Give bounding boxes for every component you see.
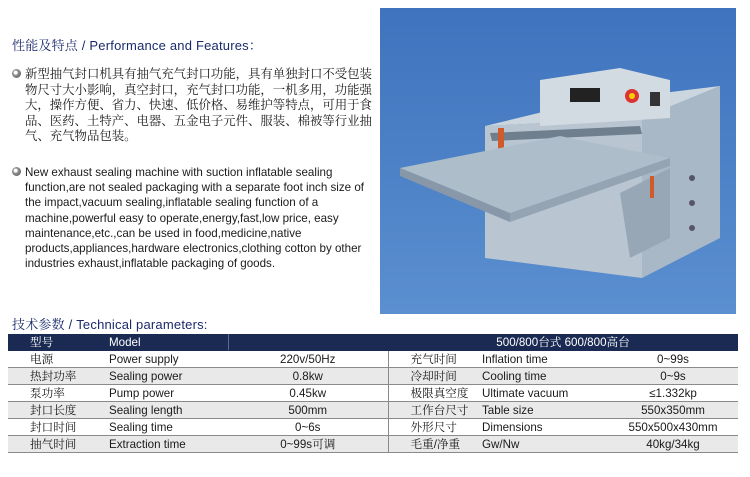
- performance-title: 性能及特点 / Performance and Features：: [12, 38, 263, 53]
- cell-value: 0~6s: [228, 419, 388, 436]
- table-row: [8, 385, 738, 402]
- product-photo: [380, 8, 736, 314]
- cell-en: Sealing length: [103, 402, 228, 419]
- cell-value: 40kg/34kg: [608, 436, 738, 453]
- cell-en: Table size: [476, 402, 608, 419]
- cell-en: Ultimate vacuum: [476, 385, 608, 402]
- chinese-description: [12, 67, 372, 145]
- cell-en: Pump power: [103, 385, 228, 402]
- table-header-row: [8, 334, 738, 351]
- cell-value: 500mm: [228, 402, 388, 419]
- header-cn: 型号: [8, 334, 103, 351]
- cell-en: Extraction time: [103, 436, 228, 453]
- cell-en: Gw/Nw: [476, 436, 608, 453]
- cell-cn: 外形尺寸: [388, 419, 476, 436]
- cell-cn: 电源: [8, 351, 103, 368]
- cell-cn: 封口时间: [8, 419, 103, 436]
- english-description-text: New exhaust sealing machine with suction inflatable sealing function,are not sealed packaging with a separate foot inch size of the impact,vacuum sealing,inflatable sealing function of a machine,powerful easy to operate,energy,fast,low price, easy maintenance,etc.,can be used in food,medicine,native products,appliances,hardware electronics,clothing cotton by other industries exhaust,inflatable packaging of goods.: [25, 166, 365, 271]
- cell-en: Sealing time: [103, 419, 228, 436]
- cell-value: 0.45kw: [228, 385, 388, 402]
- spec-table: [8, 334, 738, 453]
- table-row: [8, 402, 738, 419]
- cell-en: Cooling time: [476, 368, 608, 385]
- cell-cn: 泵功率: [8, 385, 103, 402]
- cell-cn: 毛重/净重: [388, 436, 476, 453]
- cell-cn: 极限真空度: [388, 385, 476, 402]
- table-row: [8, 436, 738, 453]
- cell-value: ≤1.332kp: [608, 385, 738, 402]
- cell-value: 0~99s: [608, 351, 738, 368]
- header-model-value: 500/800台式 600/800高台: [388, 334, 738, 351]
- english-description: [12, 165, 372, 271]
- cell-cn: 热封功率: [8, 368, 103, 385]
- cell-en: Dimensions: [476, 419, 608, 436]
- cell-value: 550x350mm: [608, 402, 738, 419]
- table-row: [8, 351, 738, 368]
- cell-en: Inflation time: [476, 351, 608, 368]
- bullet-icon: [12, 167, 21, 176]
- cell-cn: 充气时间: [388, 351, 476, 368]
- table-row: [8, 419, 738, 436]
- cell-en: Power supply: [103, 351, 228, 368]
- cell-value: 0.8kw: [228, 368, 388, 385]
- bullet-icon: [12, 69, 21, 78]
- cell-cn: 冷却时间: [388, 368, 476, 385]
- cell-cn: 抽气时间: [8, 436, 103, 453]
- cell-en: Sealing power: [103, 368, 228, 385]
- header-en: Model: [103, 334, 228, 351]
- table-row: [8, 368, 738, 385]
- chinese-description-text: 新型抽气封口机具有抽气充气封口功能，具有单独封口不受包装物尺寸大小影响，真空封口，充气封口功能，一机多用，功能强大，操作方便、省力、快速、低价格、易维护等特点，可用于食品、医药、土特产、电器、五金电子元件、服装、棉被等行业抽气、充气物品包装。: [25, 67, 372, 144]
- cell-value: 0~9s: [608, 368, 738, 385]
- cell-value: 550x500x430mm: [608, 419, 738, 436]
- technical-title: 技术参数 / Technical parameters:: [12, 317, 208, 332]
- cell-cn: 工作台尺寸: [388, 402, 476, 419]
- cell-value: 0~99s可调: [228, 436, 388, 453]
- cell-cn: 封口长度: [8, 402, 103, 419]
- cell-value: 220v/50Hz: [228, 351, 388, 368]
